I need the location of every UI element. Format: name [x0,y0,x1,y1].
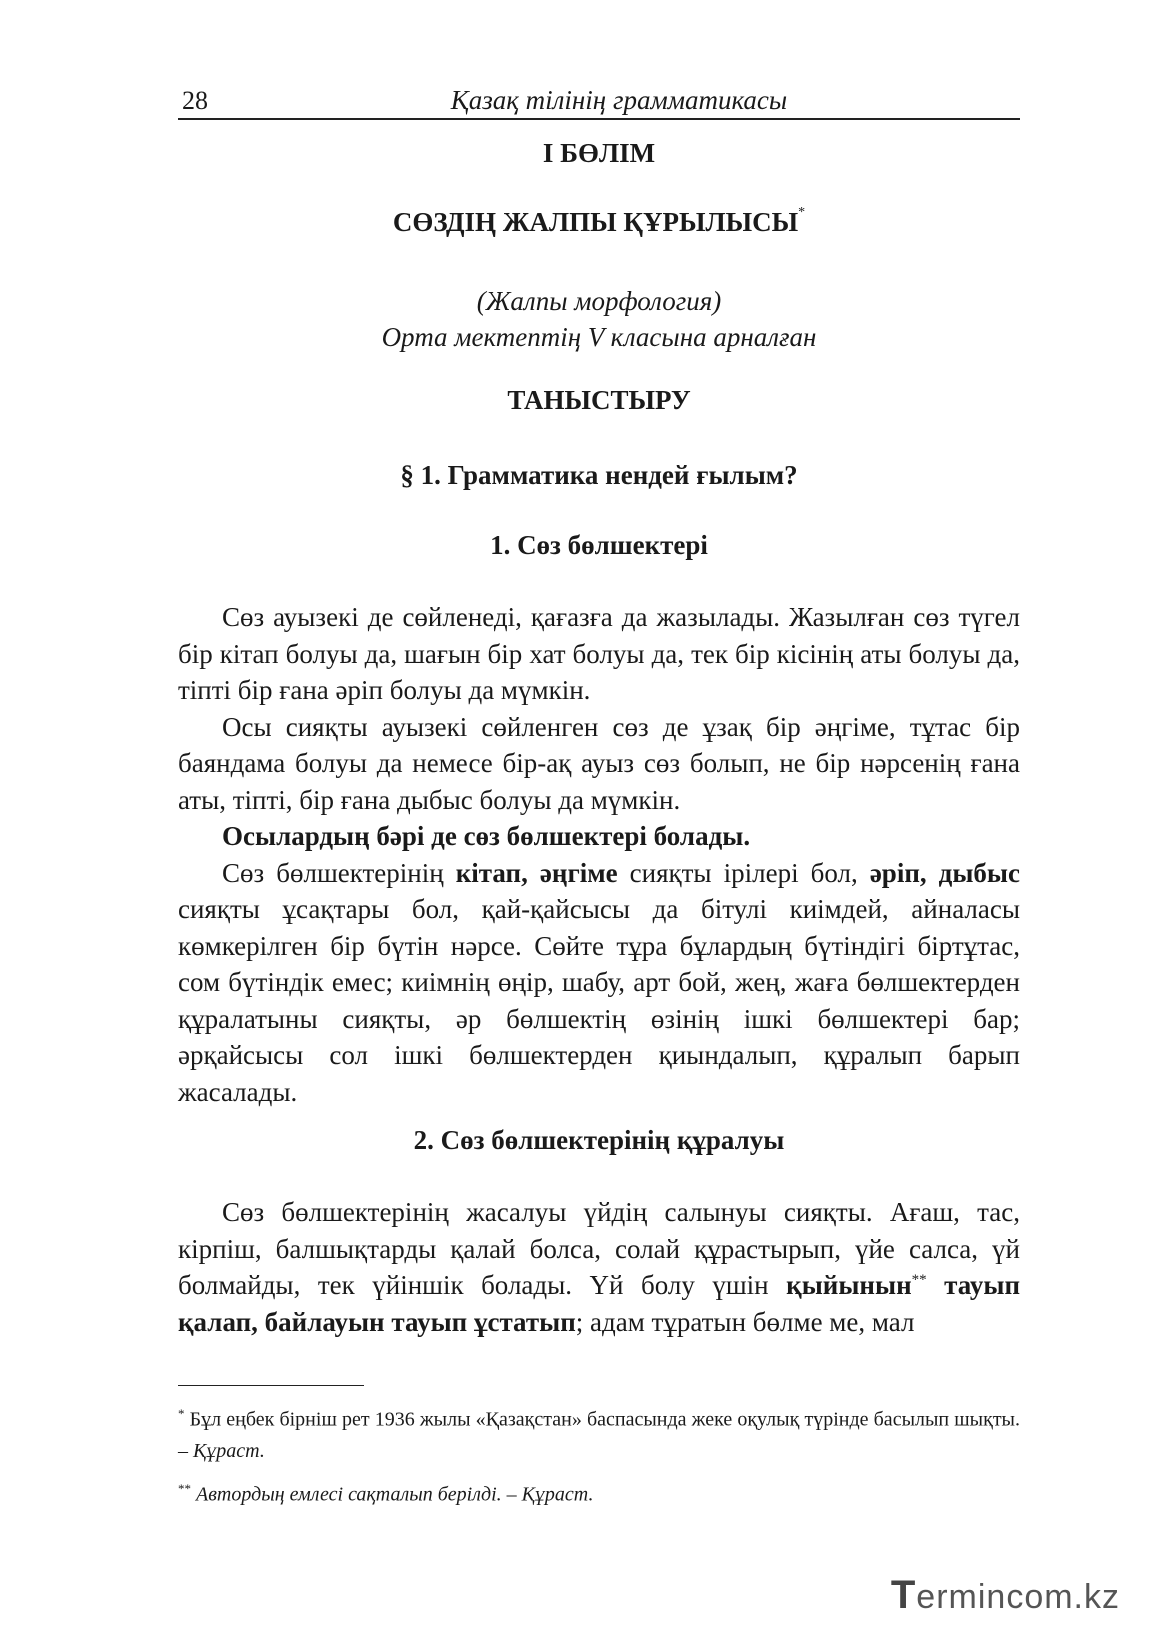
text-run: ; адам тұратын бөлме ме, мал [575,1306,915,1337]
subtitle-line-1: (Жалпы морфология) [476,286,722,316]
bold-term: кітап, әңгіме [455,857,618,888]
bold-term: әріп, дыбыс [869,857,1020,888]
body-paragraph-bold [178,818,1020,855]
footnote-italic: Құраст. [193,1439,265,1462]
watermark-text: ermincom.kz [916,1578,1120,1616]
text-run: сияқты ұсақтары бол, қай-қайсысы да бітулі киімдей, айналасы көмкерілген бір бүтін нәрсе. Сөйте тұра бұлардың бүтіндігі біртұтас, сом бүтіндік емес; киімнің өңір, шабу, арт бой, жең, жаға бөлшектерден құралатыны сияқты, әр бөлшектің өзінің ішкі бөлшектері бар; әрқайсысы сол ішкі бөлшектерден қиындалып, құралып барып жасалады. [178,894,1020,1107]
footnotes [178,1398,1020,1516]
footnote-italic: Автордың емлесі сақталып берілді. – Құраст. [191,1483,594,1506]
bold-term: қыйынын [786,1270,912,1300]
watermark-logo [891,1573,1120,1619]
section-2-body [178,1194,1020,1340]
footnote-divider [178,1385,364,1386]
body-paragraph: Осы сияқты ауызекі сөйленген сөз де ұзақ бір әңгіме, тұтас бір баяндама болуы да немесе бір-ақ ауыз сөз болып, не бір нәрсенің ғана аты, тіпті, бір ғана дыбыс болуы да мүмкін. [178,711,1020,815]
footnote-ref: * [798,205,806,220]
section-2-heading: 2. Сөз бөлшектерінің құралуы [413,1125,785,1155]
page-header [178,78,1020,120]
subtitle-line-2: Орта мектептің V класына арналған [381,322,817,352]
section-1-body [178,599,1020,1110]
footnote-ref: ** [911,1272,927,1288]
footnote-1 [178,1398,1020,1467]
bold-term: тауып қалап, байлауын тауып ұстатып [178,1270,1020,1337]
bold-statement: Осылардың бәрі де сөз бөлшектері болады. [222,821,751,851]
text-run: Сөз бөлшектерінің жасалуы үйдің салынуы сияқты. Ағаш, тас, кірпіш, балшықтарды қалай болса, солай құрастырып, үйе салса, үй болмайды, тек үйіншік болады. Үй болу үшін [178,1197,1020,1300]
main-title-text: СӨЗДІҢ ЖАЛПЫ ҚҰРЫЛЫСЫ [392,207,799,237]
page-number: 28 [182,86,208,115]
text-run: сияқты ірілері бол, [617,857,870,888]
text-run: Сөз бөлшектерінің [222,857,456,888]
running-title: Қазақ тілінің грамматикасы [450,85,788,115]
footnote-2 [178,1473,1020,1511]
section-1-heading: 1. Сөз бөлшектері [490,530,708,560]
logo-letter: T [890,1573,917,1617]
footnote-mark: * [178,1406,185,1421]
footnote-mark: ** [178,1480,191,1496]
paragraph-heading: § 1. Грамматика нендей ғылым? [400,460,798,490]
subtitle [178,283,1020,355]
body-paragraph [178,855,1020,1111]
part-heading: I БӨЛІМ [542,138,656,168]
intro-heading: ТАНЫСТЫРУ [507,385,691,415]
footnote-text: Бұл еңбек бірніш рет 1936 жылы «Қазақстан» баспасында жеке оқулық түрінде басылып шықты. – [178,1408,1020,1462]
main-title [178,207,1020,238]
body-paragraph: Сөз ауызекі де сөйленеді, қағазға да жазылады. Жазылған сөз түгел бір кітап болуы да, шағын бір хат болуы да, тек бір кісінің аты болуы да, тіпті бір ғана әріп болуы да мүмкін. [178,602,1020,705]
body-paragraph [178,1194,1020,1340]
